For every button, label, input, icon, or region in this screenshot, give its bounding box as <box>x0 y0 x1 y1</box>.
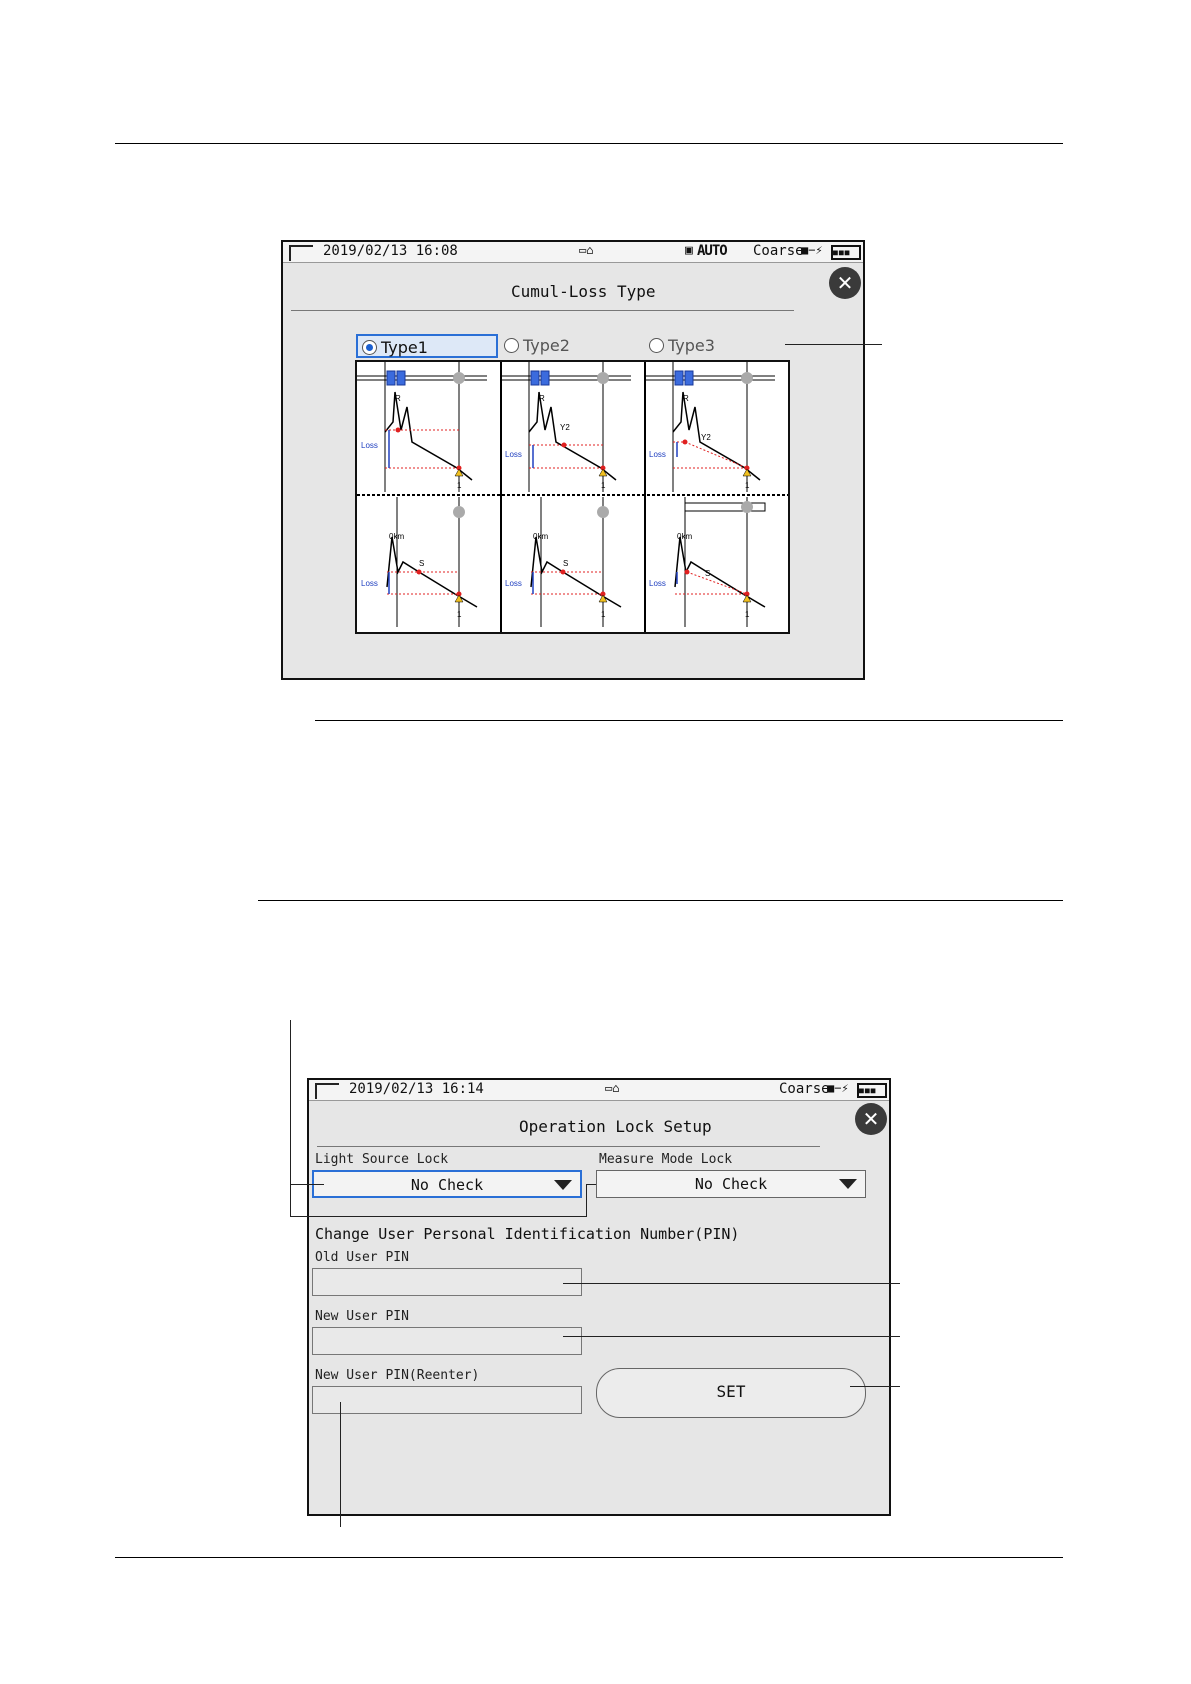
callout-set <box>850 1386 900 1387</box>
folder-icon <box>315 1083 339 1099</box>
measure-mode-lock-label: Measure Mode Lock <box>599 1152 733 1167</box>
status-datetime: 2019/02/13 16:08 <box>323 243 458 259</box>
label-y2-3: Y2 <box>701 433 711 442</box>
new-pin-reenter-label: New User PIN(Reenter) <box>315 1368 480 1383</box>
label-0km-1: 0km <box>389 532 405 541</box>
label-one-1: 1 <box>457 481 462 490</box>
label-one-5: 1 <box>601 610 606 619</box>
radio-unselected-icon <box>504 338 519 353</box>
type1-bottom <box>387 497 477 627</box>
callout-bracket-bottom <box>290 1216 586 1217</box>
label-loss-6: Loss <box>649 579 666 588</box>
option-type3-label: Type3 <box>668 336 715 355</box>
callout-old-pin <box>563 1283 900 1284</box>
status-bar <box>309 1080 889 1101</box>
old-pin-input[interactable] <box>312 1268 582 1296</box>
dialog-title: Operation Lock Setup <box>519 1117 712 1136</box>
title-rule <box>291 310 794 311</box>
label-s-2: S <box>563 559 569 568</box>
option-type1[interactable] <box>356 334 498 358</box>
new-pin-reenter-input[interactable] <box>312 1386 582 1414</box>
option-type2-label: Type2 <box>523 336 570 355</box>
label-0km-2: 0km <box>533 532 549 541</box>
label-one-3: 1 <box>745 481 750 490</box>
label-loss-2: Loss <box>505 450 522 459</box>
section-rule-2 <box>258 900 1063 901</box>
new-pin-input[interactable] <box>312 1327 582 1355</box>
status-datetime: 2019/02/13 16:14 <box>349 1081 484 1097</box>
measure-mode-lock-value: No Check <box>694 1175 768 1193</box>
radio-unselected-icon <box>649 338 664 353</box>
dialog-title: Cumul-Loss Type <box>511 282 656 301</box>
mode-label: Coarse <box>753 243 804 259</box>
section-rule-1 <box>315 720 1063 721</box>
callout-new-pin <box>563 1336 900 1337</box>
home-icon: ▭⌂ <box>579 243 594 257</box>
option-type2[interactable] <box>504 334 570 358</box>
operation-lock-setup-screen <box>307 1078 891 1516</box>
type2-bottom <box>531 497 621 627</box>
type3-top <box>645 362 775 492</box>
cumul-loss-diagram <box>355 360 790 634</box>
title-rule <box>317 1146 820 1147</box>
type3-bottom <box>675 497 765 627</box>
laser-icon: ■−⚡ <box>827 1081 849 1095</box>
callout-bracket-vertical <box>290 1020 291 1216</box>
label-r-1: R <box>395 394 401 403</box>
light-source-lock-select[interactable] <box>312 1170 582 1198</box>
light-source-lock-label: Light Source Lock <box>315 1152 449 1167</box>
status-bar <box>283 242 863 263</box>
label-loss-3: Loss <box>649 450 666 459</box>
auto-badge: AUTO <box>697 243 727 259</box>
home-icon: ▭⌂ <box>605 1081 620 1095</box>
measure-mode-lock-select[interactable] <box>596 1170 866 1198</box>
label-loss-5: Loss <box>505 579 522 588</box>
callout-bracket-top <box>290 1184 324 1185</box>
set-button-label: SET <box>716 1382 746 1401</box>
label-0km-3: 0km <box>677 532 693 541</box>
label-one-6: 1 <box>745 610 750 619</box>
new-pin-label: New User PIN <box>315 1309 409 1324</box>
callout-bracket-right-tick <box>586 1184 596 1185</box>
option-type3[interactable] <box>649 334 715 358</box>
callout-bracket-right <box>586 1184 587 1217</box>
close-button[interactable]: ✕ <box>829 267 861 299</box>
diagram-svg <box>357 362 788 632</box>
mode-label: Coarse <box>779 1081 830 1097</box>
folder-icon <box>289 245 313 261</box>
option-type1-label: Type1 <box>381 338 428 357</box>
battery-icon: ■■■ <box>857 1083 887 1098</box>
type1-top <box>357 362 487 492</box>
label-one-4: 1 <box>457 610 462 619</box>
label-r-2: R <box>539 394 545 403</box>
cumul-loss-type-screen <box>281 240 865 680</box>
light-source-lock-value: No Check <box>410 1176 484 1194</box>
label-r-3: R <box>683 394 689 403</box>
label-y2-2: Y2 <box>560 423 570 432</box>
label-one-2: 1 <box>601 481 606 490</box>
battery-icon: ■■■ <box>831 245 861 260</box>
save-icon: ▣ <box>685 243 693 258</box>
label-loss-4: Loss <box>361 579 378 588</box>
set-button[interactable] <box>596 1368 866 1418</box>
laser-icon: ■−⚡ <box>801 243 823 257</box>
chevron-down-icon <box>554 1180 572 1190</box>
label-loss-1: Loss <box>361 441 378 450</box>
chevron-down-icon <box>839 1179 857 1189</box>
old-pin-label: Old User PIN <box>315 1250 409 1265</box>
pin-section-heading: Change User Personal Identification Number(PIN) <box>315 1225 740 1243</box>
label-s-1: S <box>419 559 425 568</box>
close-button[interactable]: ✕ <box>855 1103 887 1135</box>
radio-selected-icon <box>362 340 377 355</box>
label-s-3: S <box>705 569 711 578</box>
page-top-rule <box>115 143 1063 144</box>
callout-reenter <box>340 1402 341 1527</box>
page-bottom-rule <box>115 1557 1063 1558</box>
callout-line-options <box>785 344 882 345</box>
